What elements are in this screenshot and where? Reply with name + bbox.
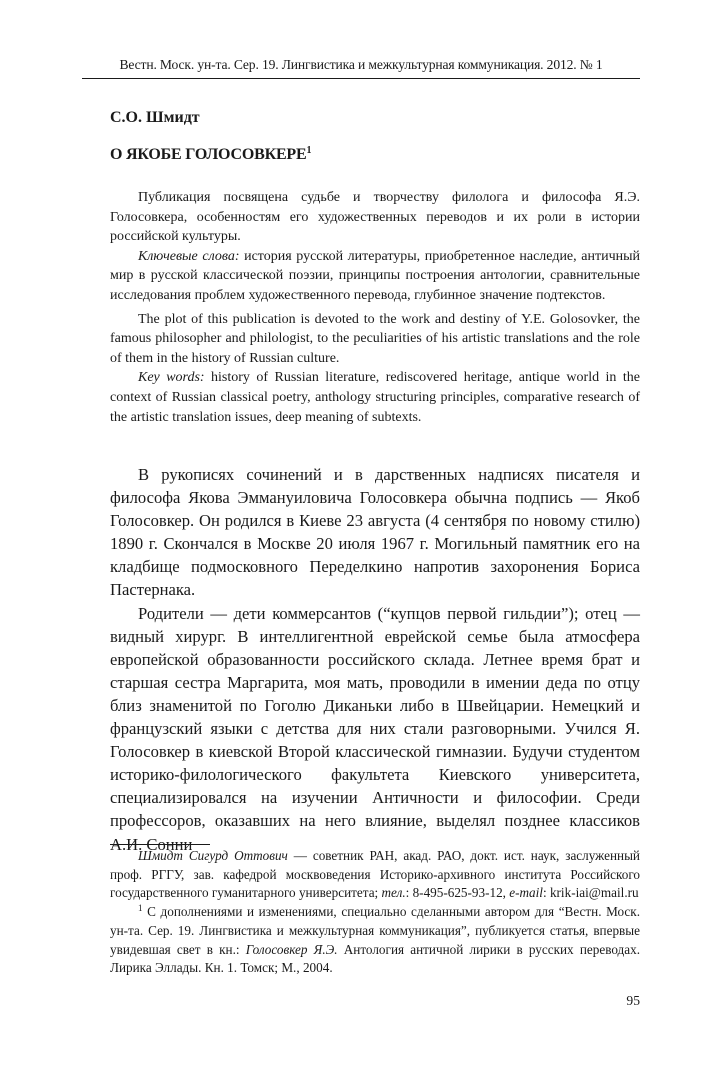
article-body [110,463,640,856]
keywords-en [110,368,640,427]
tel-label: тел. [381,885,406,901]
body-paragraph: В рукописях сочинений и в дарственных надписях писателя и философа Якова Эммануиловича Голосовкера обычна подпись — Якоб Голосовкер. Он родился в Киеве 23 августа (4 сентября по новому стилю) 1890 г. Скончался в Москве 20 июля 1967 г. Могильный памятник его на кладбище подмосковного Переделкино напротив захоронения Бориса Пастернака. [110,465,640,600]
abstract-ru: Публикация посвящена судьбе и творчеству филолога и философа Я.Э. Голосовкера, особенностям его художественных переводов и их роли в истории российской культуры. [110,190,640,245]
footnote-author-name: Шмидт Сигурд Оттович [138,848,288,863]
footnotes [110,847,640,978]
footnote-1-mark: 1 [138,903,143,914]
page-number: 95 [626,993,640,1008]
keywords-ru [110,247,640,306]
email-label: e-mail [509,885,543,901]
footnote-1-text-end: Антология античной лирики в русских переводах. Лирика Эллады. Кн. 1. Томск; М., 2004. [110,941,640,976]
footnote-1-cited-author: Голосовкер Я.Э. [245,941,338,957]
footnote-1 [110,903,640,978]
header-rule [82,78,640,79]
footnote-rule [110,844,210,845]
abstract-en: The plot of this publication is devoted to the work and destiny of Y.E. Golosovker, the famous philosopher and philologist, to the peculiarities of his artistic translations and the role of them in the history of Russian culture. [110,311,640,366]
article-author: С.О. Шмидт [110,109,200,126]
body-paragraph: Родители — дети коммерсантов (“купцов первой гильдии”); отец — видный хирург. В интеллигентной еврейской семье была атмосфера европейской образованности российского склада. Летнее время брат и старшая сестра Маргарита, моя мать, проводили в имении деда по отцу близ знаменитой по Гоголю Диканьки либо в Швейцарии. Немецкий и французский языки с детства для них стали разговорными. Учился Я. Голосовкер в киевской Второй классической гимназии. Будучи студентом историко-филологического факультета Киевского университета, специализировался на изучении Античности и философии. Среди профессоров, оказавших на него влияние, выделял позднее классиков А.И. Сонни [110,603,640,854]
keywords-ru-label: Ключевые слова: [138,248,240,264]
footnote-1-text: С дополнениями и изменениями, специально сделанными автором для “Вестн. Моск. ун-та. Сер. 19. Лингвистика и межкультурная коммуникация”, публикуется статья, впервые увидевшая свет в кн.: [110,904,640,957]
footnote-author-text: — советник РАН, акад. РАО, докт. ист. наук, заслуженный проф. РГГУ, зав. кафедрой москвоведения Историко-архивного института Российского государственного гуманитарного университета; [110,848,640,901]
tel-value: : 8-495-625-93-12, [405,885,510,901]
keywords-en-text: history of Russian literature, rediscovered heritage, antique world in the context of Russian classical poetry, anthology structuring principles, comparative research of the artistic translation issues, deep meaning of subtexts. [110,370,640,425]
title-footnote-mark: 1 [306,145,312,156]
footnote-author-info [110,847,640,903]
keywords-en-label: Key words: [138,370,205,386]
abstract-block [110,188,640,427]
running-head: Вестн. Моск. ун-та. Сер. 19. Лингвистика и межкультурная коммуникация. 2012. № 1 [119,57,603,72]
title-text: О ЯКОБЕ ГОЛОСОВКЕРЕ [110,146,307,163]
email-value: : krik-iai@mail.ru [542,885,639,901]
article-title [110,145,311,165]
keywords-ru-text: история русской литературы, приобретенное наследие, античный мир в русской классической поэзии, принципы построения антологии, сравнительные исследования проблем художественного перевода, глубинное значение подтекстов. [110,248,640,303]
